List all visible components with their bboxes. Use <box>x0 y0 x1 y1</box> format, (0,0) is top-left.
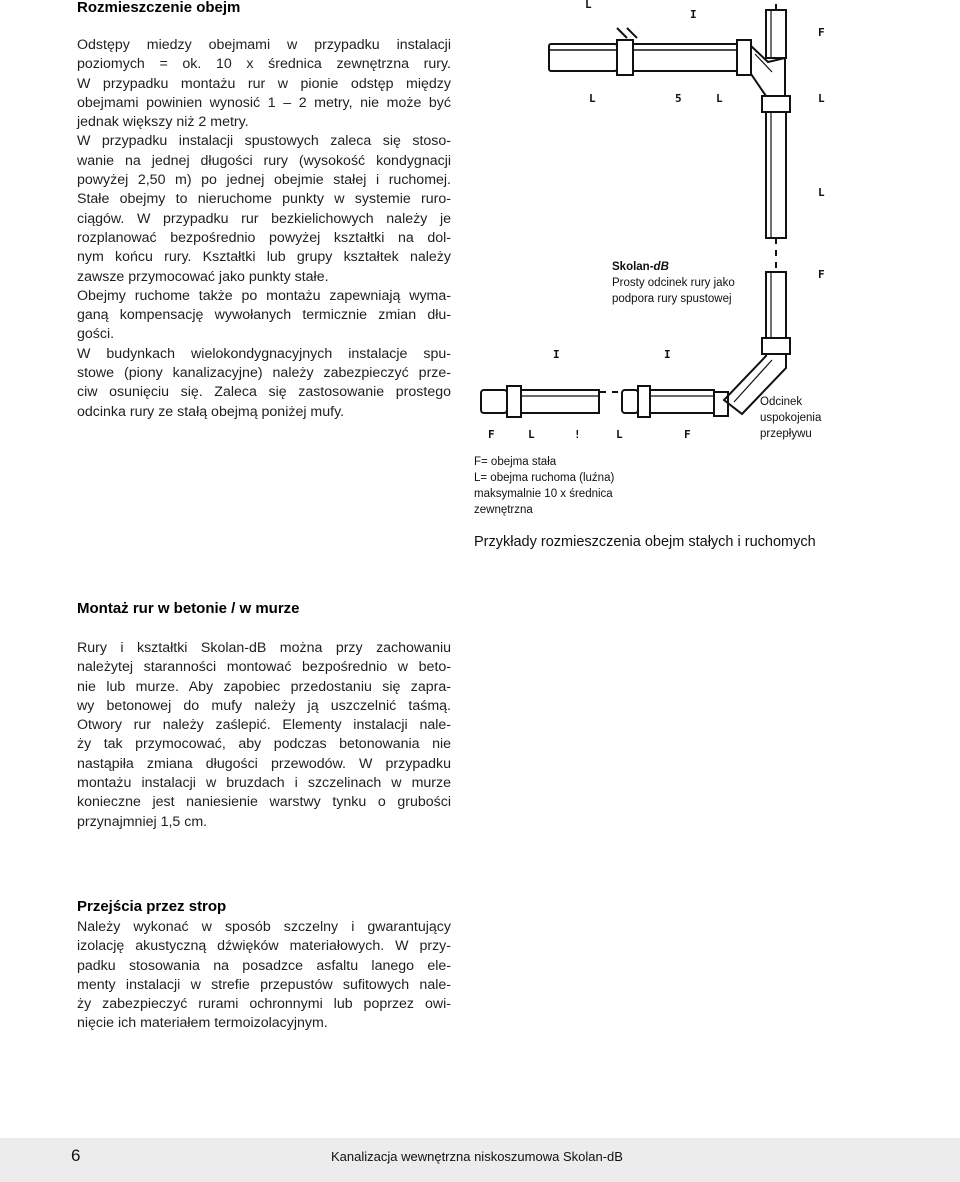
text-line: jednak większy niż 2 metry. <box>77 114 249 131</box>
skolan-desc-line: Prosty odcinek rury jako <box>612 277 735 289</box>
clamp-mark: ! <box>574 428 581 441</box>
skolan-label <box>612 259 735 307</box>
odcinek-label <box>760 394 821 442</box>
legend-fixed: F= obejma stała <box>474 456 557 468</box>
text-line: nastąpiła zmiana długości przewodów. W przypadku <box>77 755 451 772</box>
clamp-mark: F <box>684 428 691 441</box>
text-line: padku stosowania na posadzce asfaltu lanego ele- <box>77 957 451 974</box>
skolan-title: Skolan- <box>612 261 654 273</box>
clamp-mark: 5 <box>675 92 682 105</box>
text-line: rozplanować bezpośrednio powyżej kształtki na dol- <box>77 229 451 246</box>
text-line: Odstępy miedzy obejmami w przypadku instalacji <box>77 37 451 53</box>
clamp-mark: L <box>716 92 723 105</box>
text-line: należytej staranności montować bezpośrednio w beto- <box>77 659 451 676</box>
legend <box>474 454 614 518</box>
text-line: gości. <box>77 326 115 343</box>
text-line: Rury i kształtki Skolan-dB można przy zachowaniu <box>77 640 451 656</box>
text-line: stowe (piony kanalizacyjne) należy zabezpieczyć prze- <box>77 365 451 382</box>
clamp-mark: L <box>818 92 825 105</box>
paragraph-rozmieszczenie <box>77 36 451 422</box>
text-line: konieczne jest naniesienie warstwy tynku o grubości <box>77 794 451 811</box>
text-line: W przypadku instalacji spustowych zaleca się stoso- <box>77 133 451 150</box>
legend-max: zewnętrzna <box>474 504 533 516</box>
clamp-mark: I <box>664 348 671 361</box>
paragraph-przejscia <box>77 918 451 1034</box>
text-line: W przypadku montażu rur w pionie odstęp między <box>77 75 451 92</box>
text-line: Otwory rur należy zaślepić. Elementy instalacji nale- <box>77 717 451 734</box>
section-title-przejscia: Przejścia przez strop <box>77 898 227 915</box>
odcinek-line: przepływu <box>760 428 812 440</box>
clamp-mark: F <box>488 428 495 441</box>
text-line: nym końcu rury. Kształtki lub grupy kształtek należy <box>77 249 451 266</box>
text-line: odcinka rury ze stałą obejmą poniżej mufy. <box>77 403 345 420</box>
text-line: wanie na jednej długości rury (wysokość kondygnacji <box>77 152 451 169</box>
upper-vertical-pipe <box>762 10 790 238</box>
lower-right-pipe <box>622 386 714 417</box>
clamp-mark: L <box>589 92 596 105</box>
odcinek-line: uspokojenia <box>760 412 822 424</box>
odcinek-line: Odcinek <box>760 396 803 408</box>
upper-horizontal-pipe <box>549 28 785 96</box>
text-line: poziomych = ok. 10 x średnica zewnętrzna rury. <box>77 56 451 73</box>
text-line: nięcie ich materiałem termoizolacyjnym. <box>77 1015 328 1032</box>
clamp-mark: F <box>818 268 825 281</box>
clamp-mark: L <box>585 0 592 11</box>
section-title-rozmieszczenie: Rozmieszczenie obejm <box>77 0 241 16</box>
figure-caption: Przykłady rozmieszczenia obejm stałych i ruchomych <box>474 534 816 550</box>
text-line: ży tak przymocować, aby podczas betonowania nie <box>77 736 451 753</box>
clamp-mark: I <box>553 348 560 361</box>
text-line: Obejmy ruchome także po montażu zapewniają wyma- <box>77 287 451 304</box>
clamp-mark: I <box>690 8 697 21</box>
text-line: montażu instalacji w bruzdach i szczelinach w murze <box>77 775 451 792</box>
page-number: 6 <box>71 1146 81 1165</box>
legend-max: maksymalnie 10 x średnica <box>474 488 613 500</box>
text-line: obejmami powinien wynosić 1 – 2 metry, nie może być <box>77 94 451 111</box>
paragraph-montaz <box>77 639 451 832</box>
clamp-mark: L <box>818 186 825 199</box>
text-line: nie lub murze. Aby zapobiec przedostaniu się zapra- <box>77 678 451 695</box>
footer-title: Kanalizacja wewnętrzna niskoszumowa Skolan-dB <box>331 1149 623 1164</box>
skolan-title-italic: dB <box>653 261 669 273</box>
clamp-mark: L <box>528 428 535 441</box>
text-line: W budynkach wielokondygnacyjnych instalacje spu- <box>77 345 451 362</box>
legend-sliding: L= obejma ruchoma (luźna) <box>474 472 615 484</box>
text-line: powyżej 2,50 m) po jednej obejmie stałej i ruchomej. <box>77 172 451 189</box>
lower-left-pipe <box>481 386 599 417</box>
text-line: ciągów. W przypadku rur bezkielichowych należy je <box>77 210 451 227</box>
text-line: ży zabezpieczyć rurami ochronnymi lub poprzez owi- <box>77 996 451 1013</box>
section-title-montaz: Montaż rur w betonie / w murze <box>77 600 300 617</box>
clamp-mark: L <box>616 428 623 441</box>
text-line: ganą kompensację wywołanych termicznie zmian dłu- <box>77 307 451 324</box>
text-line: przynajmniej 1,5 cm. <box>77 813 208 830</box>
text-line: Stałe obejmy to nieruchome punkty w systemie ruro- <box>77 191 451 208</box>
text-line: izolację akustyczną dźwięków materiałowych. W przy- <box>77 938 451 955</box>
text-line: menty instalacji w strefie przepustów sufitowych nale- <box>77 976 451 993</box>
text-line: Należy wykonać w sposób szczelny i gwarantujący <box>77 919 451 935</box>
clamp-mark: F <box>818 26 825 39</box>
page-footer <box>0 1138 960 1182</box>
text-line: wy betonowej do mufy należy ją uszczelnić taśmą. <box>77 697 451 714</box>
text-line: ciw osunięciu się. Zaleca się zastosowanie prostego <box>77 384 451 401</box>
skolan-desc-line: podpora rury spustowej <box>612 293 732 305</box>
text-line: zawsze przymocować jako punkty stałe. <box>77 268 329 285</box>
